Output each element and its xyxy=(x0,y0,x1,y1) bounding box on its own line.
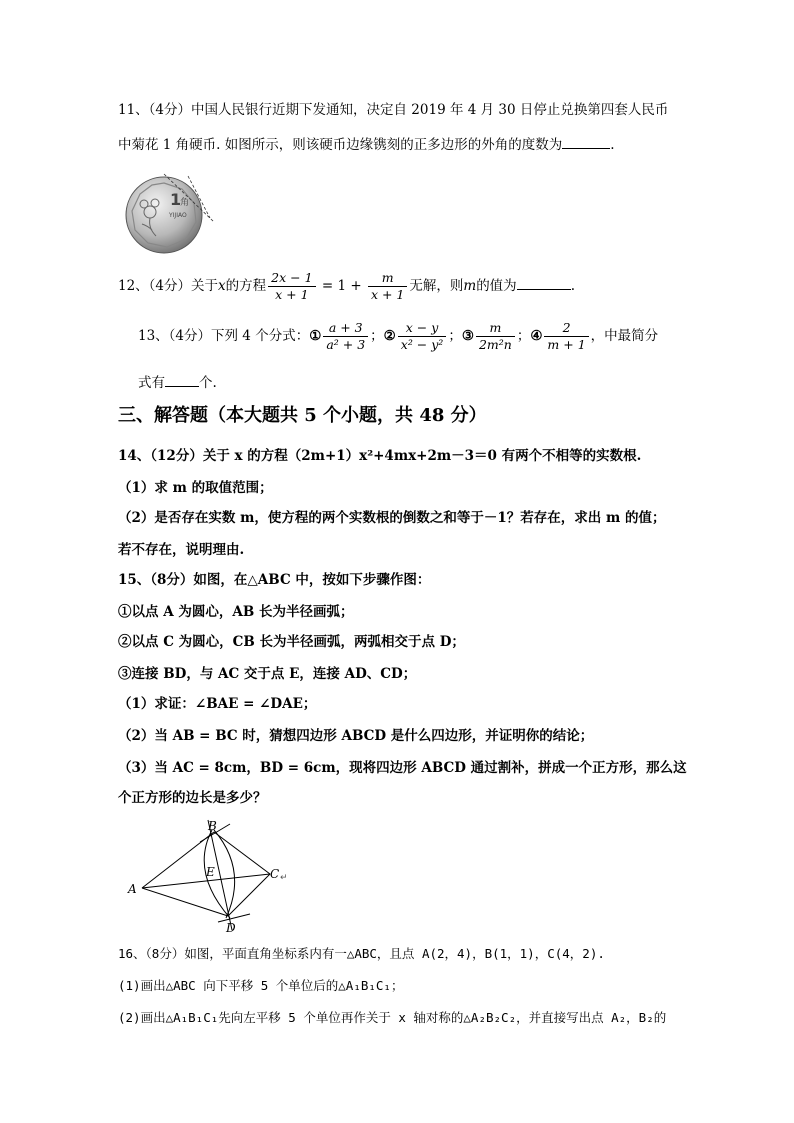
label-B: B xyxy=(208,819,217,833)
q12-fraction-2 xyxy=(368,270,407,303)
q15-part3: （3）当 AC = 8cm，BD = 6cm，现将四边形 ABCD 通过割补，拼成一个正方形，那么这 xyxy=(118,760,687,776)
q12-frac2-num: m xyxy=(368,270,407,287)
q13-line2 xyxy=(138,372,217,393)
q13-circle-4: ④ xyxy=(530,328,543,344)
label-A: A xyxy=(128,882,137,896)
q11-line2-text: 中菊花 1 角硬币. 如图所示，则该硬币边缘镌刻的正多边形的外角的度数为 xyxy=(118,137,563,153)
q13-circle-1: ① xyxy=(309,328,322,344)
coin-pinyin: YIJIAO xyxy=(169,212,187,219)
section-3-heading: 三、解答题（本大题共 5 个小题，共 48 分） xyxy=(118,405,487,426)
q14-line1: 14、（12分）关于 x 的方程（2m+1）x²+4mx+2m－3＝0 有两个不相等的实数根. xyxy=(118,448,642,464)
q13-f3-num: m xyxy=(476,320,515,337)
q12-var-x: x xyxy=(218,278,226,294)
q15-part2: （2）当 AB = BC 时，猜想四边形 ABCD 是什么四边形，并证明你的结论； xyxy=(118,728,594,744)
q12-after: 无解，则 xyxy=(409,278,464,294)
q13-circle-2: ② xyxy=(383,328,396,344)
q14-part2: （2）是否存在实数 m，使方程的两个实数根的倒数之和等于－1？若存在，求出 m 的值； xyxy=(118,510,666,526)
q13-f1-den: a² + 3 xyxy=(326,337,366,352)
q13-sep-2: ； xyxy=(448,328,462,344)
q13-f2-den: x² − y² xyxy=(400,337,444,352)
label-E: E xyxy=(206,865,215,879)
return-mark-icon: ↵ xyxy=(280,873,288,883)
q12-frac2-den: x + 1 xyxy=(370,287,405,302)
q12-answer-blank xyxy=(517,275,571,290)
q13-prefix: 13、（4分）下列 4 个分式： xyxy=(138,328,310,344)
q14-part2-cont: 若不存在，说明理由. xyxy=(118,542,245,558)
q13-fraction-2 xyxy=(398,320,447,353)
q13-line2-text: 式有 xyxy=(138,375,165,391)
q11-line1: 11、（4分）中国人民银行近期下发通知，决定自 2019 年 4 月 30 日停止兑换第四套人民币 xyxy=(118,102,669,118)
q12-eq: = 1 + xyxy=(317,278,366,294)
q12-end: . xyxy=(570,278,575,294)
q12-frac1-num: 2x − 1 xyxy=(268,270,315,287)
q13-line2-end: 个. xyxy=(199,375,217,391)
q12-fraction-1 xyxy=(268,270,315,303)
q13-f4-num: 2 xyxy=(544,320,588,337)
coin-image xyxy=(118,172,218,260)
q11-answer-blank xyxy=(562,134,610,149)
q15-step2: ②以点 C 为圆心，CB 长为半径画弧，两弧相交于点 D； xyxy=(118,634,465,650)
q13-f1-num: a + 3 xyxy=(323,320,368,337)
q16-part2: (2)画出△A₁B₁C₁先向左平移 5 个单位再作关于 x 轴对称的△A₂B₂C₂，并直接写出点 A₂，B₂的 xyxy=(118,1010,667,1025)
q15-line1: 15、（8分）如图，在△ABC 中，按如下步骤作图： xyxy=(118,572,431,588)
geometry-figure-q15 xyxy=(120,818,290,936)
q11-line2 xyxy=(118,134,615,155)
segment-AD xyxy=(142,888,228,916)
q13-fraction-1 xyxy=(323,320,368,353)
label-C: C xyxy=(270,867,280,881)
q16-part1: (1)画出△ABC 向下平移 5 个单位后的△A₁B₁C₁； xyxy=(118,978,404,993)
q13-fraction-4 xyxy=(544,320,588,353)
q16-line1: 16、（8分）如图，平面直角坐标系内有一△ABC，且点 A(2，4)，B(1，1)，C(4，2). xyxy=(118,946,605,961)
q13-sep-3: ； xyxy=(516,328,531,344)
q12-var-m: m xyxy=(463,278,477,294)
arc-centered-A xyxy=(214,830,235,918)
q13-f4-den: m + 1 xyxy=(547,337,586,352)
q12-mid: 的方程 xyxy=(225,278,267,294)
q12-prefix: 12、（4分）关于 xyxy=(118,278,219,294)
q11-line2-end: . xyxy=(610,137,615,153)
q12-line xyxy=(118,268,575,304)
q13-circle-3: ③ xyxy=(461,328,474,344)
segment-BC xyxy=(214,832,270,874)
coin-unit: 角 xyxy=(180,198,190,208)
q13-f2-num: x − y xyxy=(398,320,447,337)
label-D: D xyxy=(226,921,236,935)
q13-fraction-3 xyxy=(476,320,515,353)
q12-tail: 的值为 xyxy=(476,278,517,294)
q13-tail: ，中最简分 xyxy=(590,328,659,344)
coin-value: 1 xyxy=(170,190,182,209)
q13-line1 xyxy=(138,318,658,354)
q15-part3-cont: 个正方形的边长是多少？ xyxy=(118,790,267,806)
q15-step3: ③连接 BD，与 AC 交于点 E，连接 AD、CD； xyxy=(118,666,417,682)
q13-sep-1: ； xyxy=(370,328,384,344)
q15-step1: ①以点 A 为圆心，AB 长为半径画弧； xyxy=(118,604,354,620)
q15-part1: （1）求证：∠BAE = ∠DAE； xyxy=(118,696,317,712)
q13-answer-blank xyxy=(165,372,199,387)
q14-part1: （1）求 m 的取值范围； xyxy=(118,480,273,496)
q12-frac1-den: x + 1 xyxy=(275,287,309,302)
q13-f3-den: 2m²n xyxy=(478,337,512,352)
